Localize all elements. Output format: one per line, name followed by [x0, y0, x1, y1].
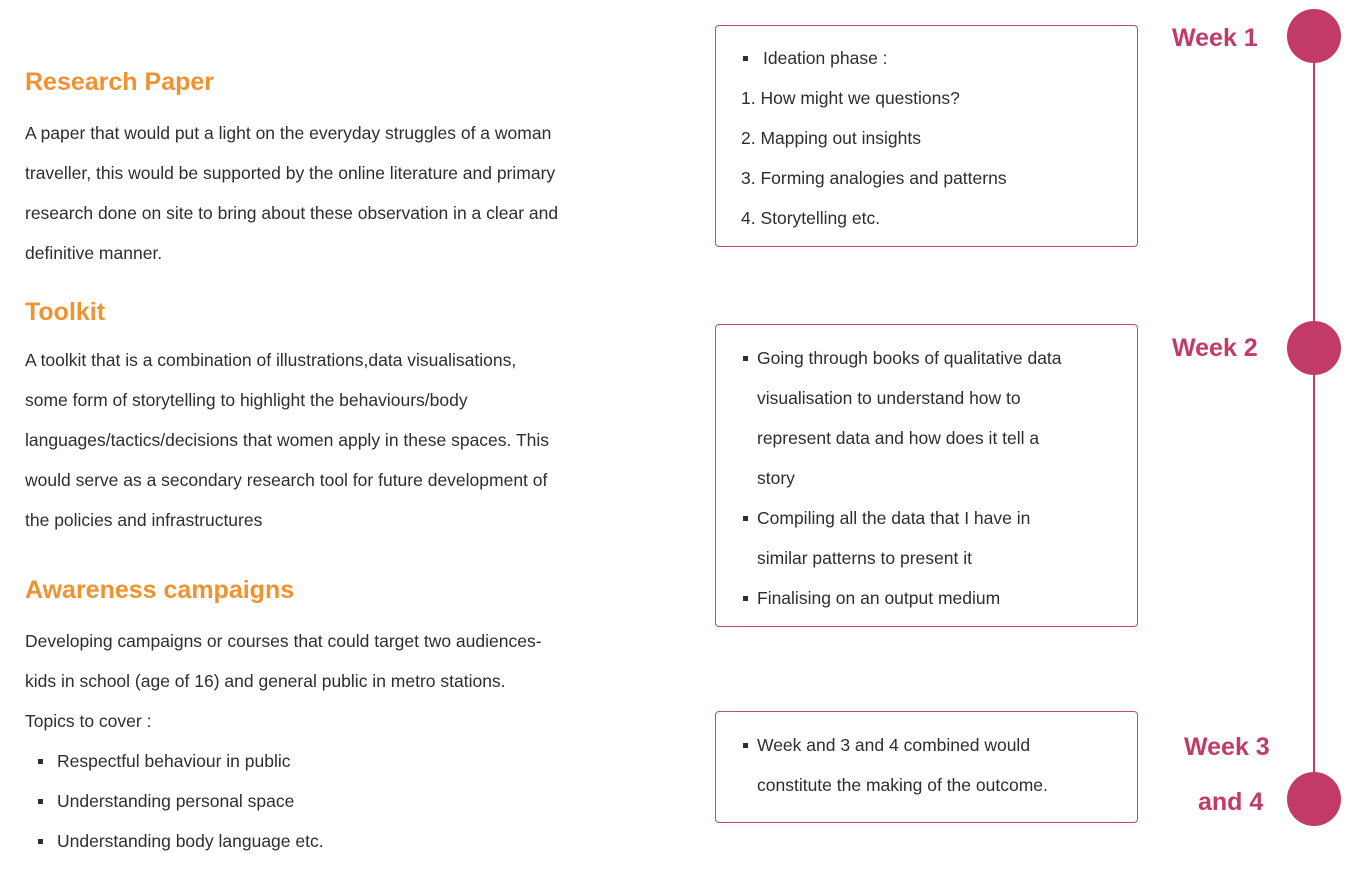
card-row: 2. Mapping out insights: [741, 128, 921, 148]
card-row: 3. Forming analogies and patterns: [741, 168, 1007, 188]
week-1-label: Week 1: [1172, 24, 1258, 52]
card-row: similar patterns to present it: [757, 548, 972, 568]
text-line: the policies and infrastructures: [25, 510, 263, 530]
card-row: Ideation phase :: [716, 38, 888, 78]
list-item: Understanding personal space: [25, 781, 324, 821]
text-line: some form of storytelling to highlight the behaviours/body: [25, 390, 468, 410]
topics-list: [25, 741, 324, 861]
week-3-4-card: [715, 711, 1138, 823]
text-line: A toolkit that is a combination of illustrations,data visualisations,: [25, 350, 517, 370]
research-paper-heading: Research Paper: [25, 68, 215, 96]
toolkit-heading: Toolkit: [25, 298, 106, 326]
card-row: 4. Storytelling etc.: [741, 208, 881, 228]
text-line: research done on site to bring about these observation in a clear and: [25, 203, 559, 223]
text-line: kids in school (age of 16) and general public in metro stations.: [25, 671, 506, 691]
timeline-line: [1313, 35, 1315, 800]
week-2-marker: [1287, 321, 1341, 375]
toolkit-text: [25, 340, 549, 540]
awareness-campaigns-heading: Awareness campaigns: [25, 576, 295, 604]
card-row: Going through books of qualitative data: [716, 338, 1062, 378]
awareness-campaigns-text: [25, 621, 542, 741]
card-row: Finalising on an output medium: [716, 578, 1000, 618]
card-row: constitute the making of the outcome.: [757, 775, 1048, 795]
text-line: languages/tactics/decisions that women apply in these spaces. This: [25, 430, 550, 450]
research-paper-text: [25, 113, 558, 273]
card-row: story: [757, 468, 795, 488]
card-row: Compiling all the data that I have in: [716, 498, 1030, 538]
card-row: visualisation to understand how to: [757, 388, 1021, 408]
week-3-label: Week 3: [1184, 733, 1270, 761]
text-line: Developing campaigns or courses that could target two audiences-: [25, 631, 542, 651]
card-row: Week and 3 and 4 combined would: [716, 725, 1030, 765]
week-1-marker: [1287, 9, 1341, 63]
week-2-label: Week 2: [1172, 334, 1258, 362]
text-line: would serve as a secondary research tool for future development of: [25, 470, 548, 490]
list-item: Respectful behaviour in public: [25, 741, 324, 781]
card-row: represent data and how does it tell a: [757, 428, 1040, 448]
week-1-card: [715, 25, 1138, 247]
text-line: definitive manner.: [25, 243, 163, 263]
text-line: Topics to cover :: [25, 711, 152, 731]
text-line: traveller, this would be supported by the online literature and primary: [25, 163, 556, 183]
card-row: 1. How might we questions?: [741, 88, 960, 108]
week-2-card: [715, 324, 1138, 627]
week-3-4-marker: [1287, 772, 1341, 826]
text-line: A paper that would put a light on the everyday struggles of a woman: [25, 123, 552, 143]
and-4-label: and 4: [1198, 788, 1264, 816]
list-item: Understanding body language etc.: [25, 821, 324, 861]
